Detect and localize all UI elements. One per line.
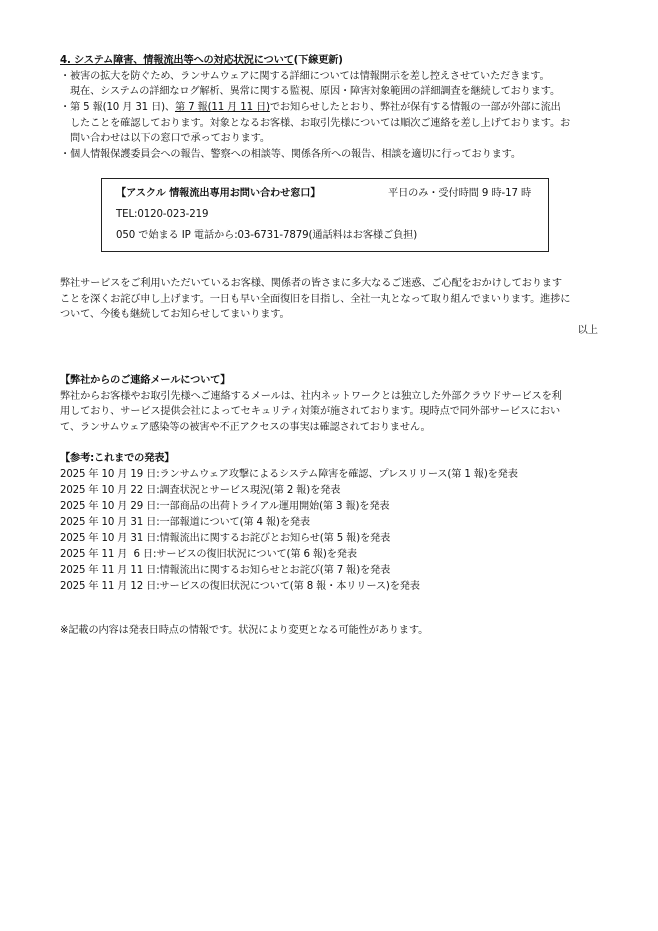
section4-bullet1-line1: ・被害の拡大を防ぐため、ランサムウェアに関する詳細については情報開示を差し控えさせていただきます。 [60,71,550,82]
bullet2-suffix: でお知らせしたとおり、弊社が保有する情報の一部が外部に流出 [269,102,561,113]
bullet2-prefix: ・第 5 報(10 月 31 日)、 [60,102,175,113]
closing-text: 以上 [577,325,598,336]
reference-item: 2025 年 10 月 19 日:ランサムウェア攻撃によるシステム障害を確認、プレスリリース(第 1 報)を発表 [60,469,518,480]
footnote: ※記載の内容は発表日時点の情報です。状況により変更となる可能性があります。 [60,625,429,636]
email-notice-line3: て、ランサムウェア感染等の被害や不正アクセスの事実は確認されておりません。 [60,422,431,433]
email-notice-heading: 【弊社からのご連絡メールについて】 [60,375,231,386]
email-notice-line1: 弊社からお客様やお取引先様へご連絡するメールは、社内ネットワークとは独立した外部クラウドサービスを利 [60,391,562,402]
reference-item: 2025 年 10 月 31 日:一部報道について(第 4 報)を発表 [60,517,310,528]
reference-item: 2025 年 10 月 29 日:一部商品の出荷トライアル運用開始(第 3 報)を発表 [60,501,390,512]
reference-item: 2025 年 11 月 11 日:情報流出に関するお知らせとお詫び(第 7 報)を発表 [60,565,391,576]
bullet2-underlined: 第 7 報(11 月 11 日) [174,102,270,113]
section4-bullet2-line2: したことを確認しております。対象となるお客様、お取引先様については順次ご連絡を差し上げております。お [70,118,571,129]
contact-box-ip-phone: 050 で始まる IP 電話から:03-6731-7879(通話料はお客様ご負担) [116,230,418,241]
section4-heading-suffix: (下線更新) [293,55,343,66]
reference-item: 2025 年 11 月 6 日:サービスの復旧状況について(第 6 報)を発表 [60,549,357,560]
apology-line1: 弊社サービスをご利用いただいているお客様、関係者の皆さまに多大なるご迷惑、ご心配をおかけしております [60,278,562,289]
section4-bullet3: ・個人情報保護委員会への報告、警察への相談等、関係各所への報告、相談を適切に行っております。 [60,149,521,160]
reference-item: 2025 年 10 月 22 日:調査状況とサービス現況(第 2 報)を発表 [60,485,341,496]
section4-heading [60,54,343,68]
contact-box-hours: 平日のみ・受付時間 9 時-17 時 [388,188,532,199]
section4-bullet2-line1 [60,101,561,115]
contact-box-title: 【アスクル 情報流出専用お問い合わせ窓口】 [116,188,321,199]
email-notice-line2: 用しており、サービス提供会社によってセキュリティ対策が施されております。現時点で同外部サービスにおい [60,406,561,417]
reference-item: 2025 年 10 月 31 日:情報流出に関するお詫びとお知らせ(第 5 報)を発表 [60,533,391,544]
apology-line2: ことを深くお詫び申し上げます。一日も早い全面復旧を目指し、全社一丸となって取り組んでまいります。進捗に [60,294,571,305]
section4-heading-underlined: 4. システム障害、情報流出等への対応状況について [60,55,294,66]
contact-box-tel: TEL:0120-023-219 [116,209,209,220]
contact-box [101,178,549,252]
apology-line3: ついて、今後も継続してお知らせしてまいります。 [60,309,290,320]
reference-item: 2025 年 11 月 12 日:サービスの復旧状況について(第 8 報・本リリース)を発表 [60,581,420,592]
section4-bullet1-line2: 現在、システムの詳細なログ解析、異常に関する監視、原因・障害対象範囲の詳細調査を継続しております。 [70,86,560,97]
references-heading: 【参考:これまでの発表】 [60,453,175,464]
section4-bullet2-line3: 問い合わせは以下の窓口で承っております。 [70,133,270,144]
